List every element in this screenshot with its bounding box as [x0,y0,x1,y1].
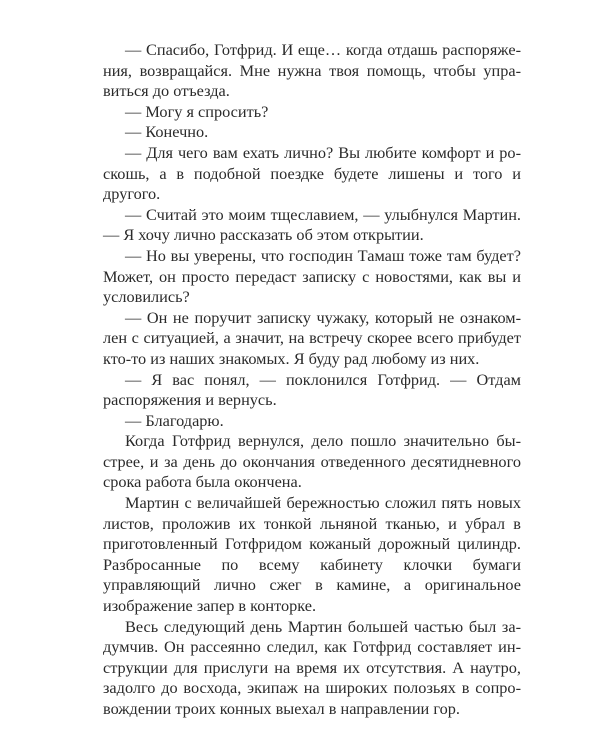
page-text [103,40,521,720]
paragraph: — Для чего вам ехать лично? Вы любите комфорт и роскошь, а в подобной поездке будете лишены и того и другого. [103,142,521,204]
paragraph: Мартин с величайшей бережностью сложил пять новых листов, проложив их тонкой льняной тканью, и убрал в приготовленный Готфридом кожаный дорожный цилиндр. Разбросанные по всему кабинету клочки бумаги управляющий лично сжег в камине, а оригинальное изображение запер в конторке. [103,493,521,616]
paragraph: — Но вы уверены, что господин Тамаш тоже там будет? Может, он просто передаст записку с новостями, как вы и условились? [103,245,521,307]
paragraph: — Я вас понял, — поклонился Готфрид. — Отдам распоряжения и вернусь. [103,369,521,410]
paragraph: — Он не поручит записку чужаку, который не ознакомлен с ситуацией, а значит, на встречу скорее всего прибудет кто-то из наших знакомых. Я буду рад любому из них. [103,307,521,368]
paragraph: — Спасибо, Готфрид. И еще… когда отдашь распоряжения, возвращайся. Мне нужна твоя помощь, чтобы управиться до отъезда. [103,40,521,101]
paragraph: — Конечно. [125,122,209,142]
paragraph: Весь следующий день Мартин большей частью был задумчив. Он рассеянно следил, как Готфрид составляет инструкции для прислуги на время их отсутствия. А наутро, задолго до восхода, экипаж на широких полозьях в сопровождении троих конных выехал в направлении гор. [103,616,521,718]
paragraph: — Благодарю. [125,410,224,430]
paragraph: Когда Готфрид вернулся, дело пошло значительно быстрее, и за день до окончания отведенного десятидневного срока работа была окончена. [103,431,521,492]
paragraph: — Считай это моим тщеславием, — улыбнулся Мартин. — Я хочу лично рассказать об этом открытии. [103,204,521,245]
paragraph: — Могу я спросить? [125,101,269,121]
